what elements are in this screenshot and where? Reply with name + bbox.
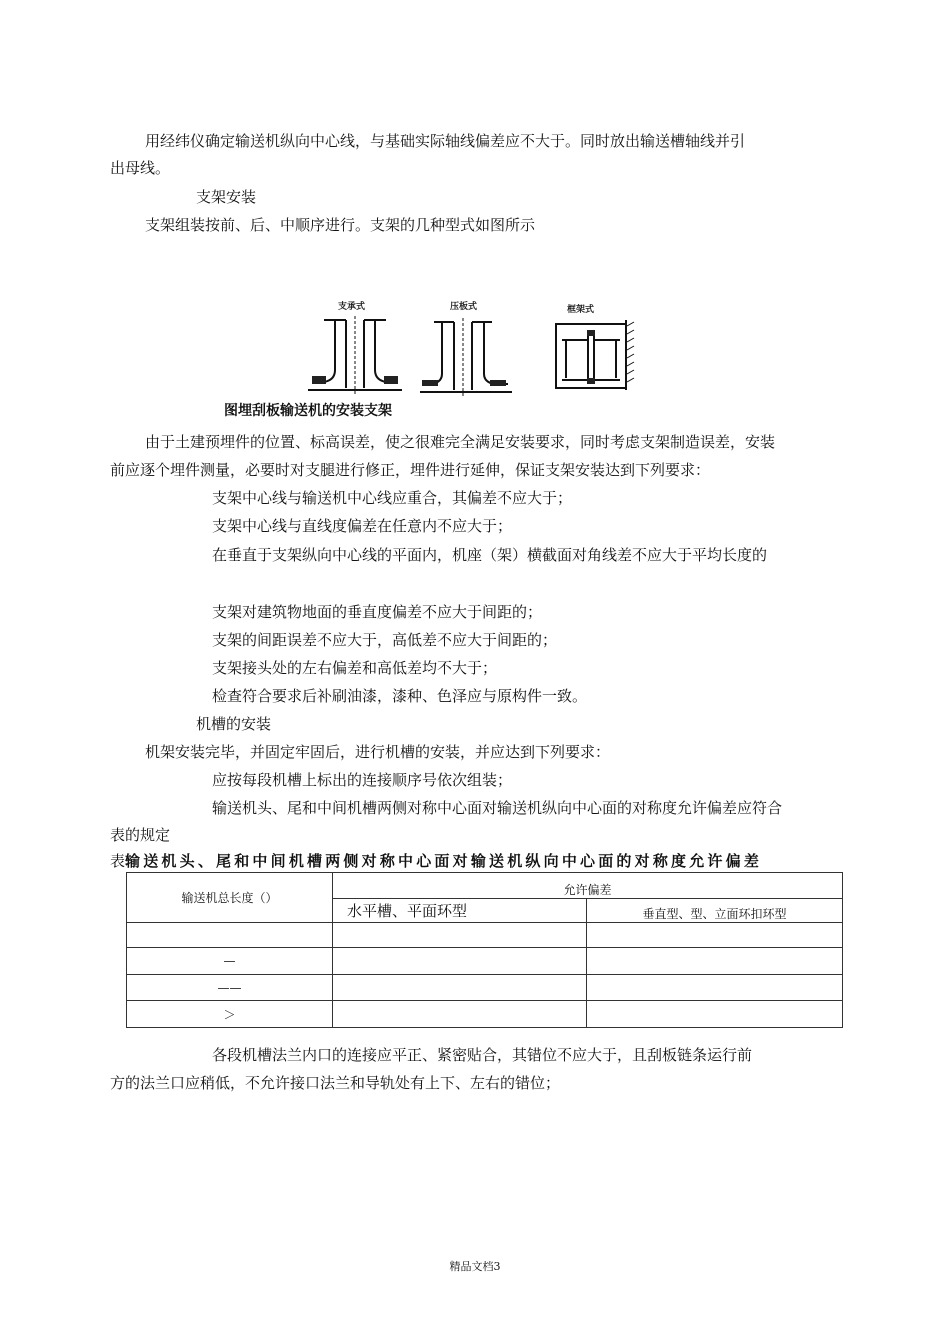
table-row xyxy=(127,948,843,975)
paragraph-line: 用经纬仪确定输送机纵向中心线，与基础实际轴线偏差应不大于。同时放出输送槽轴线并引 xyxy=(145,132,746,150)
cell-horizontal xyxy=(333,1001,587,1028)
cell-vertical xyxy=(587,923,843,948)
table-row xyxy=(127,1001,843,1028)
requirement-item: 在垂直于支架纵向中心线的平面内，机座（架）横截面对角线差不应大于平均长度的 xyxy=(212,546,768,564)
cell-horizontal xyxy=(333,948,587,975)
tolerance-table xyxy=(126,872,843,1028)
cell-length xyxy=(127,923,333,948)
cell-length: — xyxy=(127,948,333,975)
support-type-drawing xyxy=(306,310,406,398)
requirement-item: 支架中心线与直线度偏差在任意内不应大于； xyxy=(212,517,513,535)
header-horizontal: 水平槽、平面环型 xyxy=(333,899,587,923)
page-footer: 精品文档3 xyxy=(449,1260,501,1273)
requirement-item: 支架接头处的左右偏差和高低差均不大于； xyxy=(212,659,498,677)
figure-label: 框架式 xyxy=(567,305,595,315)
cell-horizontal xyxy=(333,975,587,1001)
paragraph-line: 由于土建预埋件的位置、标高误差，使之很难完全满足安装要求，同时考虑支架制造误差，安装 xyxy=(145,433,776,451)
paragraph-line: 方的法兰口应稍低，不允许接口法兰和导轨处有上下、左右的错位； xyxy=(110,1074,561,1092)
table-row xyxy=(127,975,843,1001)
section-heading: 机槽的安装 xyxy=(196,715,272,733)
requirement-item: 各段机槽法兰内口的连接应平正、紧密贴合，其错位不应大于，且刮板链条运行前 xyxy=(212,1046,753,1064)
requirement-item: 支架的间距误差不应大于，高低差不应大于间距的； xyxy=(212,631,558,649)
table-title xyxy=(110,850,762,871)
cell-vertical xyxy=(587,975,843,1001)
header-vertical: 垂直型、型、立面环扣环型 xyxy=(587,899,843,923)
cell-length: ＞ xyxy=(127,1001,333,1028)
cell-length: —— xyxy=(127,975,333,1001)
requirement-item: 检查符合要求后补刷油漆，漆种、色泽应与原构件一致。 xyxy=(212,687,588,705)
header-allowance: 允许偏差 xyxy=(333,873,843,899)
paragraph-line: 表的规定 xyxy=(110,826,171,844)
paragraph-line: 出母线。 xyxy=(110,159,171,177)
figure-caption: 图埋刮板输送机的安装支架 xyxy=(224,403,392,419)
figure-label: 压板式 xyxy=(450,302,478,312)
requirement-item: 支架对建筑物地面的垂直度偏差不应大于间距的； xyxy=(212,603,543,621)
cell-vertical xyxy=(587,1001,843,1028)
figure-label: 支承式 xyxy=(338,302,366,312)
frame-type-drawing xyxy=(552,318,642,392)
header-length: 输送机总长度（） xyxy=(127,873,333,923)
table-title-prefix: 表 xyxy=(110,852,126,870)
table-title-text: 输送机头、尾和中间机槽两侧对称中心面对输送机纵向中心面的对称度允许偏差 xyxy=(125,852,763,870)
cell-horizontal xyxy=(333,923,587,948)
paragraph-line: 机架安装完毕，并固定牢固后，进行机槽的安装，并应达到下列要求： xyxy=(145,743,611,761)
requirement-item: 应按每段机槽上标出的连接顺序号依次组装； xyxy=(212,771,513,789)
section-heading: 支架安装 xyxy=(196,188,257,206)
requirement-item: 支架中心线与输送机中心线应重合，其偏差不应大于； xyxy=(212,489,573,507)
cell-vertical xyxy=(587,948,843,975)
paragraph-line: 支架组装按前、后、中顺序进行。支架的几种型式如图所示 xyxy=(145,216,536,234)
requirement-item: 输送机头、尾和中间机槽两侧对称中心面对输送机纵向中心面的对称度允许偏差应符合 xyxy=(212,799,783,817)
paragraph-line: 前应逐个埋件测量，必要时对支腿进行修正，埋件进行延伸，保证支架安装达到下列要求： xyxy=(110,461,711,479)
clamp-type-drawing xyxy=(418,312,514,398)
table-row xyxy=(127,923,843,948)
